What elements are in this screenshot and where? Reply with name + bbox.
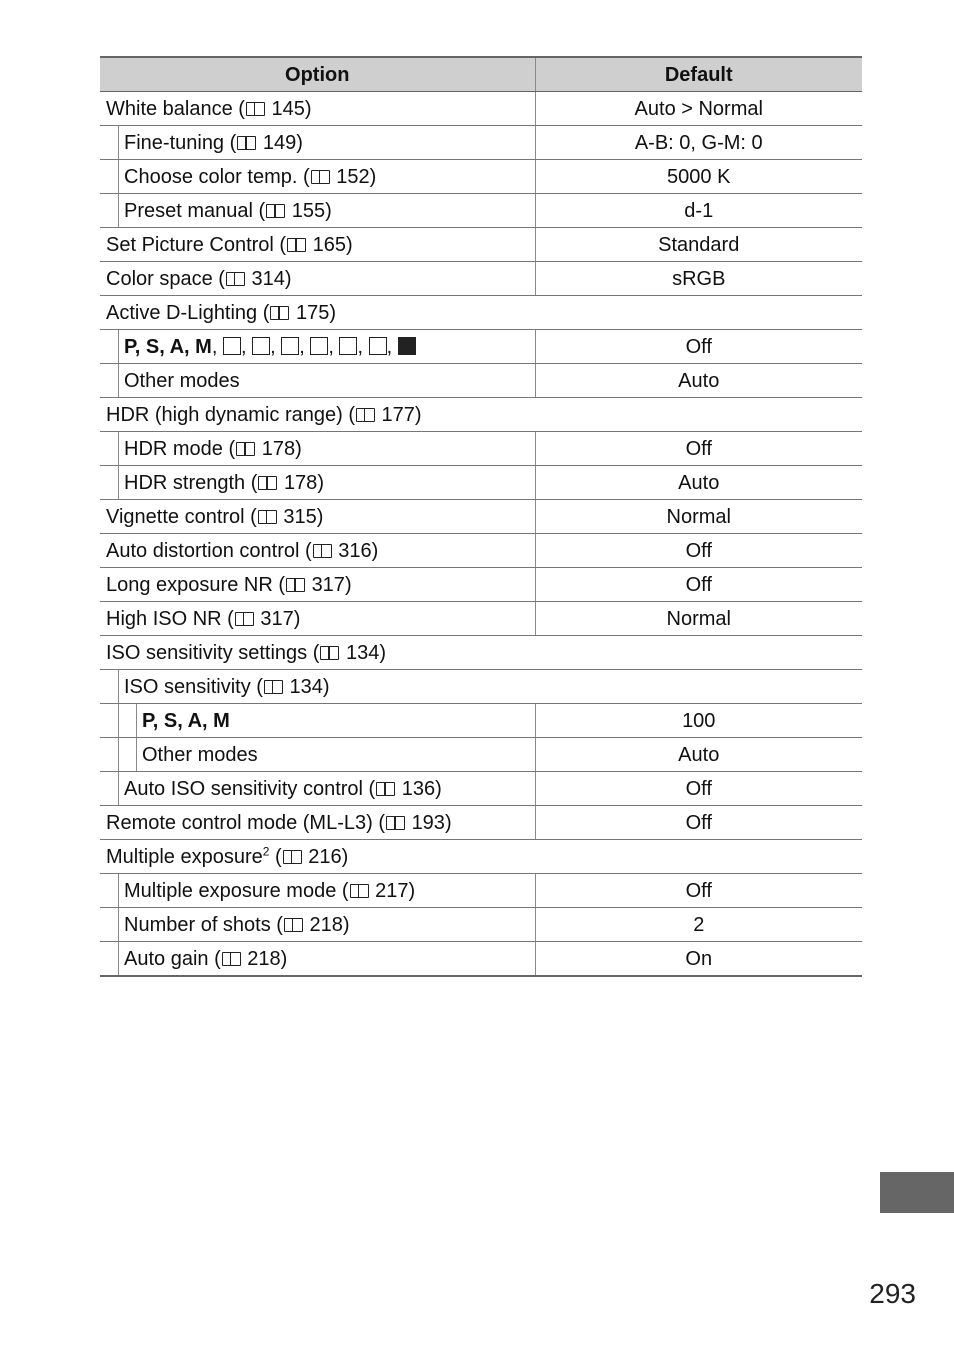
table-row — [100, 466, 862, 500]
page-reference: 165 — [312, 233, 347, 256]
option-cell: Long exposure NR ( 317) — [100, 568, 535, 602]
option-cell: ISO sensitivity settings ( 134) — [100, 636, 862, 670]
page-reference: 149 — [262, 131, 297, 154]
option-label: Preset manual — [124, 199, 253, 222]
option-cell: High ISO NR ( 317) — [100, 602, 535, 636]
color-sketch-icon — [310, 337, 328, 355]
book-reference-icon — [246, 102, 265, 116]
option-label: ISO sensitivity — [124, 675, 251, 698]
option-label: Auto gain — [124, 947, 209, 970]
default-settings-table — [100, 56, 862, 977]
table-row — [100, 772, 862, 806]
night-landscape-icon — [252, 337, 270, 355]
header-default: Default — [535, 57, 862, 92]
table-row — [100, 296, 862, 330]
footnote-marker: 2 — [262, 843, 270, 858]
default-value: 5000 K — [535, 160, 862, 194]
option-cell: Set Picture Control ( 165) — [100, 228, 535, 262]
option-label: Choose color temp. — [124, 165, 298, 188]
default-value: Off — [535, 772, 862, 806]
option-cell — [100, 704, 535, 738]
book-reference-icon — [264, 680, 283, 694]
option-label: High ISO NR — [106, 607, 222, 630]
option-label: Number of shots — [124, 913, 271, 936]
option-cell: Choose color temp. ( 152) — [100, 160, 535, 194]
option-cell: HDR strength ( 178) — [100, 466, 535, 500]
book-reference-icon — [386, 816, 405, 830]
page-reference: 193 — [411, 811, 445, 834]
book-reference-icon — [313, 544, 332, 558]
option-label: Auto distortion control — [106, 539, 300, 562]
option-cell: HDR (high dynamic range) ( 177) — [100, 398, 862, 432]
option-cell: HDR mode ( 178) — [100, 432, 535, 466]
page-reference: 155 — [291, 199, 326, 222]
page-reference: 218 — [247, 947, 281, 970]
party-indoor-icon — [281, 337, 299, 355]
default-value: Auto — [535, 364, 862, 398]
default-value: A-B: 0, G-M: 0 — [535, 126, 862, 160]
book-reference-icon — [235, 612, 254, 626]
header-option: Option — [100, 57, 535, 92]
default-value: Standard — [535, 228, 862, 262]
option-label: Multiple exposure mode — [124, 879, 337, 902]
option-cell: Remote control mode (ML-L3) ( 193) — [100, 806, 535, 840]
night-portrait-icon — [223, 337, 241, 355]
table-row — [100, 840, 862, 874]
table-row — [100, 602, 862, 636]
default-value: Auto — [535, 738, 862, 772]
mode-letters: P, S, A, M — [142, 709, 230, 732]
book-reference-icon — [226, 272, 245, 286]
table-row — [100, 262, 862, 296]
book-reference-icon — [270, 306, 289, 320]
table-header-row — [100, 57, 862, 92]
page-reference: 145 — [271, 97, 305, 120]
option-label: HDR strength — [124, 471, 246, 494]
option-label: Vignette control — [106, 505, 245, 528]
default-value: Off — [535, 874, 862, 908]
table-row — [100, 636, 862, 670]
default-value: Normal — [535, 500, 862, 534]
option-label: Other modes — [124, 369, 240, 392]
option-cell: Fine-tuning ( 149) — [100, 126, 535, 160]
page-reference: 177 — [381, 403, 415, 426]
option-cell: Auto ISO sensitivity control ( 136) — [100, 772, 535, 806]
option-label: Color space — [106, 267, 213, 290]
option-label: Long exposure NR — [106, 573, 273, 596]
book-reference-icon — [266, 204, 285, 218]
page-number: 293 — [869, 1278, 916, 1309]
option-cell: Auto gain ( 218) — [100, 942, 535, 977]
option-cell: Multiple exposure mode ( 217) — [100, 874, 535, 908]
default-value: On — [535, 942, 862, 977]
option-cell: Multiple exposure$^2$ ( 216) — [100, 840, 862, 874]
default-value: Auto > Normal — [535, 92, 862, 126]
table-row — [100, 738, 862, 772]
page-reference: 134 — [345, 641, 380, 664]
page-reference: 136 — [401, 777, 436, 800]
table-row — [100, 126, 862, 160]
book-reference-icon — [376, 782, 395, 796]
table-row — [100, 534, 862, 568]
book-reference-icon — [258, 510, 277, 524]
option-cell: Auto distortion control ( 316) — [100, 534, 535, 568]
option-cell: Number of shots ( 218) — [100, 908, 535, 942]
mode-letters: P, S, A, M — [124, 335, 212, 358]
default-value: sRGB — [535, 262, 862, 296]
table-row — [100, 704, 862, 738]
page-reference: 217 — [375, 879, 409, 902]
default-value: Off — [535, 568, 862, 602]
book-reference-icon — [350, 884, 369, 898]
page-reference: 178 — [283, 471, 318, 494]
default-value: Off — [535, 330, 862, 364]
miniature-icon — [339, 337, 357, 355]
option-cell: White balance ( 145) — [100, 92, 535, 126]
default-value: d-1 — [535, 194, 862, 228]
low-key-icon — [398, 337, 416, 355]
default-value: Normal — [535, 602, 862, 636]
book-reference-icon — [356, 408, 375, 422]
book-reference-icon — [287, 238, 306, 252]
option-label: Multiple exposure — [106, 845, 263, 868]
table-row — [100, 908, 862, 942]
page-reference: 152 — [336, 165, 370, 188]
book-reference-icon — [283, 850, 302, 864]
page-reference: 315 — [283, 505, 317, 528]
default-value: 100 — [535, 704, 862, 738]
page-reference: 314 — [251, 267, 285, 290]
page-reference: 317 — [260, 607, 294, 630]
option-label: Other modes — [142, 743, 258, 766]
option-label: Set Picture Control — [106, 233, 274, 256]
option-cell — [100, 364, 535, 398]
default-value: 2 — [535, 908, 862, 942]
page-reference: 216 — [308, 845, 342, 868]
option-label: ISO sensitivity settings — [106, 641, 308, 664]
book-reference-icon — [258, 476, 277, 490]
page-reference: 178 — [261, 437, 296, 460]
option-cell — [100, 738, 535, 772]
page-reference: 317 — [311, 573, 345, 596]
book-reference-icon — [320, 646, 339, 660]
table-row — [100, 330, 862, 364]
table-row — [100, 874, 862, 908]
default-value: Off — [535, 432, 862, 466]
book-reference-icon — [237, 136, 256, 150]
table-row — [100, 160, 862, 194]
default-value: Auto — [535, 466, 862, 500]
table-row — [100, 942, 862, 977]
option-cell: Preset manual ( 155) — [100, 194, 535, 228]
option-cell: P, S, A, M, , , , , , , — [100, 330, 535, 364]
table-row — [100, 92, 862, 126]
book-reference-icon — [311, 170, 330, 184]
high-key-icon — [369, 337, 387, 355]
table-row — [100, 194, 862, 228]
option-cell: Vignette control ( 315) — [100, 500, 535, 534]
option-label: Remote control mode (ML-L3) — [106, 811, 373, 834]
option-label: Active D-Lighting — [106, 301, 258, 324]
table-row — [100, 670, 862, 704]
page-reference: 316 — [338, 539, 372, 562]
option-cell: Color space ( 314) — [100, 262, 535, 296]
table-row — [100, 228, 862, 262]
table-row — [100, 500, 862, 534]
table-row — [100, 568, 862, 602]
page-reference: 134 — [289, 675, 323, 698]
book-reference-icon — [286, 578, 305, 592]
page-reference: 175 — [295, 301, 330, 324]
default-value: Off — [535, 806, 862, 840]
default-value: Off — [535, 534, 862, 568]
option-label: White balance — [106, 97, 233, 120]
book-reference-icon — [284, 918, 303, 932]
page-reference: 218 — [309, 913, 343, 936]
option-label: HDR (high dynamic range) — [106, 403, 343, 426]
table-row — [100, 432, 862, 466]
option-cell: Active D-Lighting ( 175) — [100, 296, 862, 330]
table-body — [100, 92, 862, 977]
table-row — [100, 806, 862, 840]
table-row — [100, 364, 862, 398]
option-cell: ISO sensitivity ( 134) — [100, 670, 862, 704]
option-label: Auto ISO sensitivity control — [124, 777, 363, 800]
section-thumb-tab — [880, 1172, 954, 1213]
table-row — [100, 398, 862, 432]
option-label: HDR mode — [124, 437, 223, 460]
option-label: Fine-tuning — [124, 131, 225, 154]
book-reference-icon — [236, 442, 255, 456]
book-reference-icon — [222, 952, 241, 966]
